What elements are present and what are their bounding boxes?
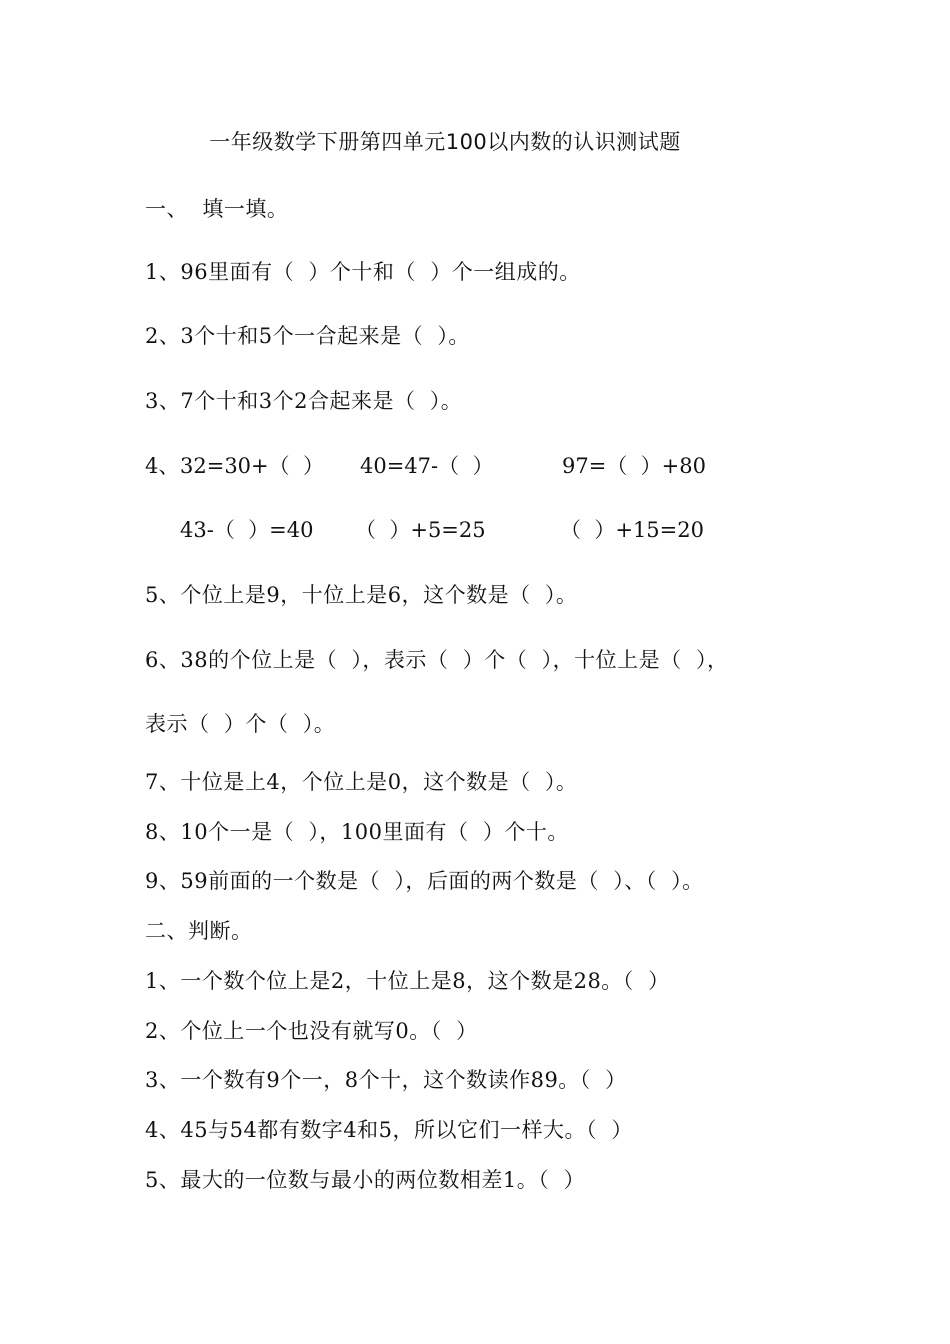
equation-r1-c1: 32=30+（ ） — [180, 454, 324, 478]
judgement-item-4: 4、45与54都有数字4和5，所以它们一样大。（ ） — [145, 1118, 633, 1142]
equation-r2-c3: （ ）+15=20 — [560, 518, 704, 542]
judgement-item-3: 3、一个数有9个一，8个十，这个数读作89。（ ） — [145, 1068, 627, 1092]
equation-r2-c2: （ ）+5=25 — [355, 518, 486, 542]
question-1-7: 7、十位是上4，个位上是0，这个数是（ ）。 — [145, 770, 578, 794]
equation-r1-c2: 40=47-（ ） — [360, 454, 494, 478]
section-2-heading: 二、判断。 — [145, 919, 253, 943]
question-1-2: 2、3个十和5个一合起来是（ ）。 — [145, 324, 470, 348]
question-1-9: 9、59前面的一个数是（ ），后面的两个数是（ ）、（ ）。 — [145, 869, 704, 893]
equation-r1-c3: 97=（ ）+80 — [562, 454, 706, 478]
question-1-6-line-2: 表示（ ）个（ ）。 — [145, 712, 336, 736]
equation-r2-c1: 43-（ ）=40 — [180, 518, 314, 542]
question-1-6-line-1: 6、38的个位上是（ ），表示（ ）个（ ），十位上是（ ）， — [145, 648, 729, 672]
question-1-8: 8、10个一是（ ），100里面有（ ）个十。 — [145, 820, 569, 844]
page-title: 一年级数学下册第四单元100以内数的认识测试题 — [209, 130, 681, 154]
judgement-item-2: 2、个位上一个也没有就写0。（ ） — [145, 1019, 478, 1043]
question-1-5: 5、个位上是9，十位上是6，这个数是（ ）。 — [145, 583, 578, 607]
section-1-heading: 一、 填一填。 — [145, 197, 289, 221]
question-1-4-label: 4、 — [145, 454, 180, 478]
judgement-item-1: 1、一个数个位上是2，十位上是8，这个数是28。（ ） — [145, 969, 670, 993]
judgement-item-5: 5、最大的一位数与最小的两位数相差1。（ ） — [145, 1168, 586, 1192]
question-1-3: 3、7个十和3个2合起来是（ ）。 — [145, 389, 463, 413]
question-1-1: 1、96里面有（ ）个十和（ ）个一组成的。 — [145, 260, 581, 284]
